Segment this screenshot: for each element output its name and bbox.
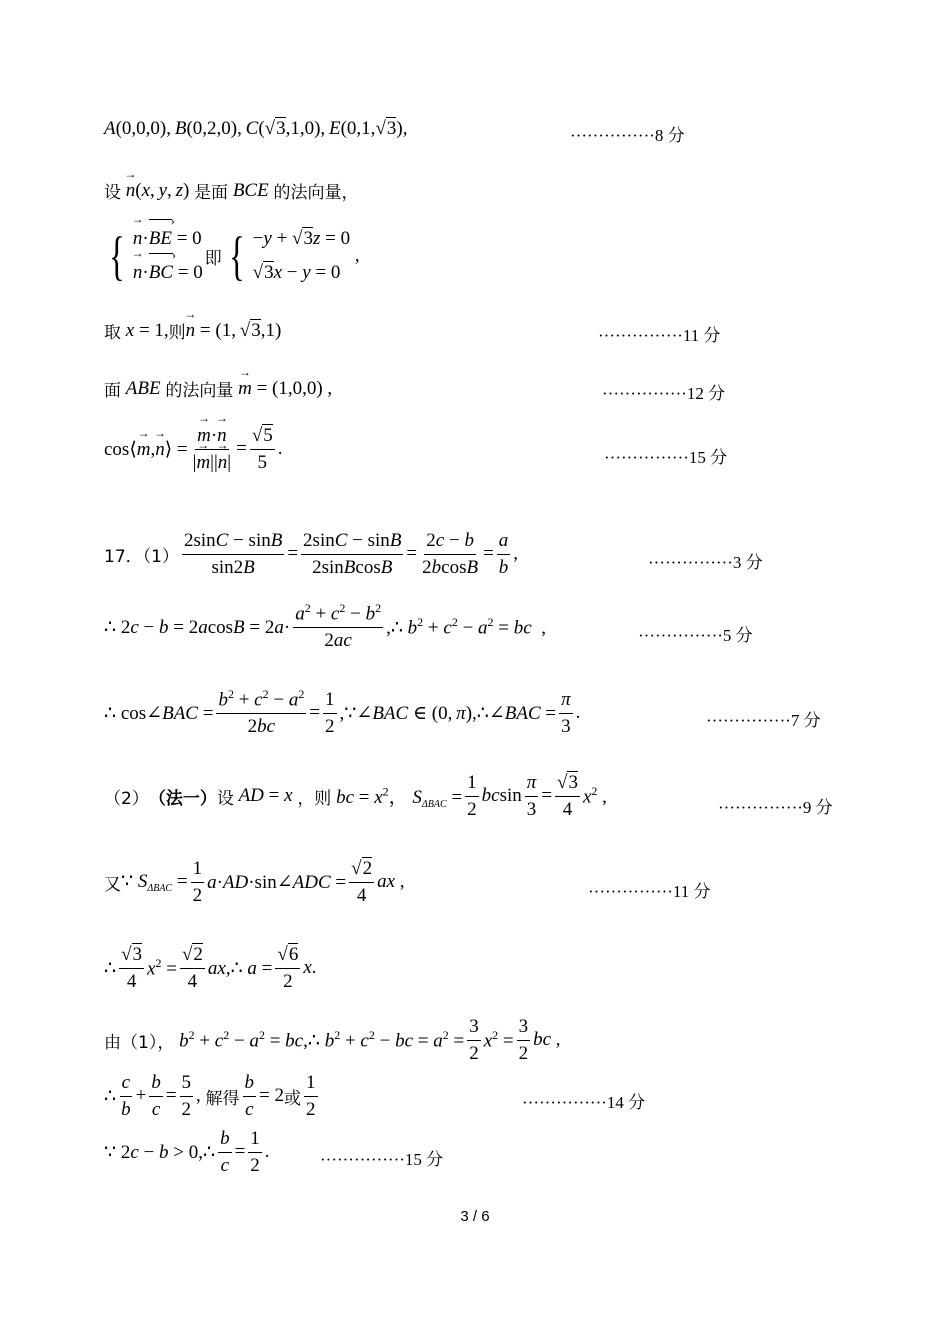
score-11a: ···············11 分 xyxy=(598,326,721,345)
cosine-law-line: ∴ 2c − b = 2acosB = 2a· $\frac{a^2 + c^2 - b^2}{2ac}$ ,∴ $b^2 + c^2 - a^2$ = bc , xyxy=(104,601,546,652)
score-12: ···············12 分 xyxy=(602,384,726,403)
score-9: ···············9 分 xyxy=(718,798,833,817)
score-15a: ···············15 分 xyxy=(604,448,728,467)
from-part1-line: 由（1）， $b^2 + c^2 - a^2$ = bc,∴ $b^2 + c^2$ − bc = $a^2$ = $\frac{3}{2}$ $x^2$ = $\frac{3}{2}$ bc , xyxy=(104,1016,561,1064)
normal-vector-bce-line: 设 → n(x, y, z) 是面 BCE 的法向量， xyxy=(104,178,358,203)
a-equals-line: ∴ $\frac{√3}{4}$ $x^2$ = $\frac{√2}{4}$ ax,∴ a = $\frac{√6}{2}$ x. xyxy=(104,944,317,992)
equation-system: { → n·BE › = 0 → n·BC › = 0 即 { −y + √3z = 0 √3x − y = 0 , xyxy=(104,222,360,290)
score-15b: ···············15 分 xyxy=(320,1150,444,1169)
page-number: 3 / 6 xyxy=(460,1208,490,1225)
final-answer-line: ∵ 2c − b > 0,∴ $\frac{b}{c}$ = $\frac{1}{2}$ . xyxy=(104,1128,270,1176)
area-adc-line: 又 ∵ $S_{\Delta BAC}$ = $\frac{1}{2}$ a·AD·sin∠ADC = $\frac{√2}{4}$ ax , xyxy=(104,858,405,906)
angle-bac-line: ∴ cos∠BAC = $\frac{b^2 + c^2 - a^2}{2bc}$ = $\frac{1}{2}$ ,∵∠BAC ∈ (0, π),∴∠BAC = $\frac{\pi}{3}$ . xyxy=(104,687,581,738)
coordinates-line: A(0,0,0), B(0,2,0), C(√3,1,0), E(0,1,√3), xyxy=(104,118,408,139)
q17-part1-line: 17．（1） $\frac{2\sin C - \sin B}{\sin 2B}$ = $\frac{2\sin C - \sin B}{\text{2sinBcosB}}$ = $\frac{2c - b}{2bcosB}$ = $\frac{a}{b}$ , xyxy=(104,530,519,578)
score-3: ···············3 分 xyxy=(648,553,763,572)
q17-part2-line: （2） （法一） 设 AD = x ，则 bc = $x^2$， $S_{\Delta BAC}$ = $\frac{1}{2}$ bcsin $\frac{\pi}{3}$ = $\frac{√3}{4}$ $x^2$ , xyxy=(104,772,607,820)
score-5: ···············5 分 xyxy=(638,626,753,645)
ratio-solve-line: ∴ $\frac{c}{b}$ + $\frac{b}{c}$ = $\frac{5}{2}$ , 解得 $\frac{b}{c}$ = 2 或 $\frac{1}{2}$ xyxy=(104,1072,316,1120)
score-8: ···············8 分 xyxy=(570,126,685,145)
score-14: ···············14 分 xyxy=(522,1093,646,1112)
normal-vector-abe-line: 面 ABE 的法向量 → m = (1,0,0) , xyxy=(104,376,332,401)
cos-angle-line: cos⟨→ m,→ n⟩ = → $\frac{m\cdot\to n}{|\to m||\to n|}$ = $\frac{√5}{5}$ . xyxy=(104,425,283,474)
take-x-line: 取 x = 1, 则 → n = (1, √3,1) xyxy=(104,318,281,343)
score-11b: ···············11 分 xyxy=(588,882,711,901)
score-7: ···············7 分 xyxy=(706,711,821,730)
